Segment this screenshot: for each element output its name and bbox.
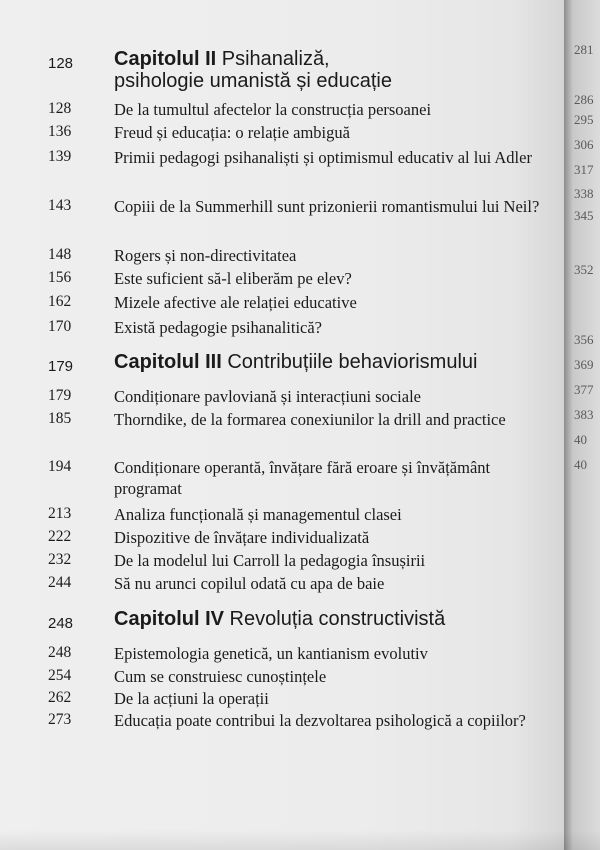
facing-page-number: 281 (574, 42, 594, 57)
entry-page-number: 156 (48, 269, 72, 286)
entry-title: Freud și educația: o relație ambiguă (114, 123, 350, 142)
chapter-page-number: 128 (48, 55, 74, 72)
chapter-title-line1: Psihanaliză, (216, 48, 330, 70)
facing-page-number: 383 (574, 407, 594, 422)
entry-title: Condiționare pavloviană și interacțiuni sociale (114, 387, 421, 406)
entry-page-number: 222 (48, 528, 72, 545)
entry-page-number: 254 (48, 667, 72, 684)
facing-page-number: 377 (574, 382, 594, 397)
entry-title: Educația poate contribui la dezvoltarea psihologică a copiilor? (114, 711, 526, 730)
entry-title: De la modelul lui Carroll la pedagogia însușirii (114, 551, 426, 570)
entry-title: De la tumultul afectelor la construcția persoanei (114, 100, 432, 119)
page-shadow (0, 830, 600, 850)
entry-page-number: 136 (48, 123, 72, 140)
chapter-label: Capitolul II (114, 48, 217, 70)
entry-title: Mizele afective ale relației educative (114, 293, 357, 312)
chapter-title (114, 48, 552, 92)
entry-title: Condiționare operantă, învățare fără eroare și învățământ programat (114, 458, 491, 498)
entry-title: Dispozitive de învățare individualizată (114, 528, 370, 547)
entry-page-number: 179 (48, 387, 72, 404)
facing-page-number: 306 (574, 137, 594, 152)
facing-page-number: 369 (574, 357, 594, 372)
chapter-title-line1: Revoluția constructivistă (224, 608, 446, 630)
entry-page-number: 244 (48, 574, 72, 591)
chapter-label: Capitolul IV (114, 608, 224, 630)
chapter-label: Capitolul III (114, 351, 222, 373)
facing-page-number: 317 (574, 162, 594, 177)
entry-title: Primii pedagogi psihanaliști și optimismul educativ al lui Adler (114, 148, 532, 167)
entry-title: Thorndike, de la formarea conexiunilor la drill and practice (114, 410, 506, 429)
chapter-title (114, 608, 552, 630)
entry-title: Este suficient să-l eliberăm pe elev? (114, 269, 352, 288)
facing-page-edge (564, 0, 600, 850)
entry-page-number: 128 (48, 100, 72, 117)
entry-page-number: 185 (48, 410, 72, 427)
entry-page-number: 143 (48, 197, 72, 214)
entry-title: Cum se construiesc cunoștințele (114, 667, 327, 686)
entry-title: Epistemologia genetică, un kantianism evolutiv (114, 644, 428, 663)
entry-page-number: 273 (48, 711, 72, 728)
entry-title: Rogers și non-directivitatea (114, 246, 297, 265)
entry-page-number: 262 (48, 689, 72, 706)
entry-title: Există pedagogie psihanalitică? (114, 318, 323, 337)
facing-page-number: 295 (574, 112, 594, 127)
chapter-title (114, 351, 552, 373)
facing-page-number: 356 (574, 332, 594, 347)
facing-page-number: 352 (574, 262, 594, 277)
entry-page-number: 194 (48, 458, 72, 475)
chapter-title-line1: Contribuțiile behaviorismului (221, 351, 478, 373)
entry-page-number: 139 (48, 148, 72, 165)
chapter-page-number: 179 (48, 358, 74, 375)
entry-page-number: 148 (48, 246, 72, 263)
facing-page-number: 345 (574, 208, 594, 223)
facing-page-number: 338 (574, 186, 594, 201)
entry-page-number: 213 (48, 505, 72, 522)
facing-page-number: 40 (574, 432, 587, 447)
chapter-title-line2: psihologie umanistă și educație (114, 70, 392, 92)
entry-title: Să nu arunci copilul odată cu apa de baie (114, 574, 385, 593)
entry-title: Copiii de la Summerhill sunt prizonierii romantismului lui Neil? (114, 197, 540, 216)
chapter-page-number: 248 (48, 615, 74, 632)
entry-page-number: 232 (48, 551, 72, 568)
entry-page-number: 170 (48, 318, 72, 335)
facing-page-number: 40 (574, 457, 587, 472)
entry-title: Analiza funcțională și managementul clasei (114, 505, 402, 524)
entry-page-number: 248 (48, 644, 72, 661)
entry-title: De la acțiuni la operații (114, 689, 269, 708)
entry-page-number: 162 (48, 293, 72, 310)
facing-page-number: 286 (574, 92, 594, 107)
